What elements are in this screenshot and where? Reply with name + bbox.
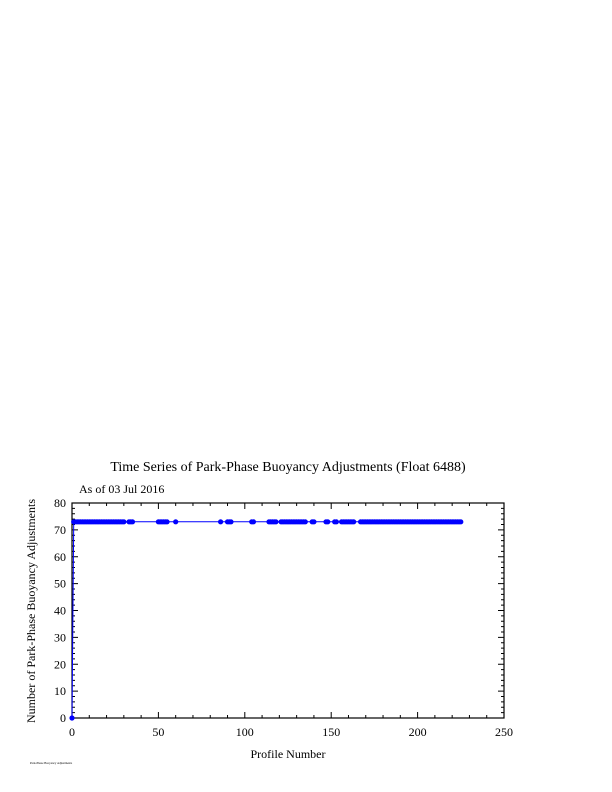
data-point xyxy=(458,519,463,524)
chart-title: Time Series of Park-Phase Buoyancy Adjustments (Float 6488) xyxy=(110,460,466,475)
data-point xyxy=(69,715,74,720)
data-point xyxy=(303,519,308,524)
x-tick-label: 0 xyxy=(69,725,75,739)
y-tick-label: 70 xyxy=(54,522,66,537)
x-tick-label: 200 xyxy=(408,725,427,739)
data-point xyxy=(218,519,223,524)
data-point xyxy=(121,519,126,524)
chart-subtitle: As of 03 Jul 2016 xyxy=(79,482,165,496)
y-tick-label: 0 xyxy=(60,711,66,725)
data-point xyxy=(130,519,135,524)
x-tick-label: 100 xyxy=(235,725,254,739)
data-point xyxy=(351,519,356,524)
data-point xyxy=(311,519,316,524)
x-tick-label: 250 xyxy=(495,725,513,739)
axes xyxy=(72,503,504,718)
footer-text: Park-Phase Buoyancy Adjustments xyxy=(30,761,73,765)
ticks xyxy=(54,496,513,739)
y-tick-label: 60 xyxy=(54,549,66,564)
data-point xyxy=(228,519,233,524)
data-point xyxy=(251,519,256,524)
plot-frame xyxy=(72,503,504,718)
data-point xyxy=(325,519,330,524)
y-tick-label: 80 xyxy=(54,496,66,510)
data-point xyxy=(164,519,169,524)
data-point xyxy=(273,519,278,524)
y-tick-label: 40 xyxy=(54,603,66,618)
y-tick-label: 30 xyxy=(54,630,66,645)
data-point xyxy=(334,519,339,524)
y-tick-label: 20 xyxy=(54,657,66,672)
series xyxy=(69,519,463,720)
x-axis-label: Profile Number xyxy=(250,747,326,761)
series-line xyxy=(72,522,461,718)
y-tick-label: 10 xyxy=(54,684,66,699)
x-tick-label: 50 xyxy=(152,725,165,739)
data-point xyxy=(173,519,178,524)
y-tick-label: 50 xyxy=(54,576,66,591)
x-tick-label: 150 xyxy=(322,725,341,739)
y-axis-label: Number of Park-Phase Buoyancy Adjustments xyxy=(24,499,38,723)
